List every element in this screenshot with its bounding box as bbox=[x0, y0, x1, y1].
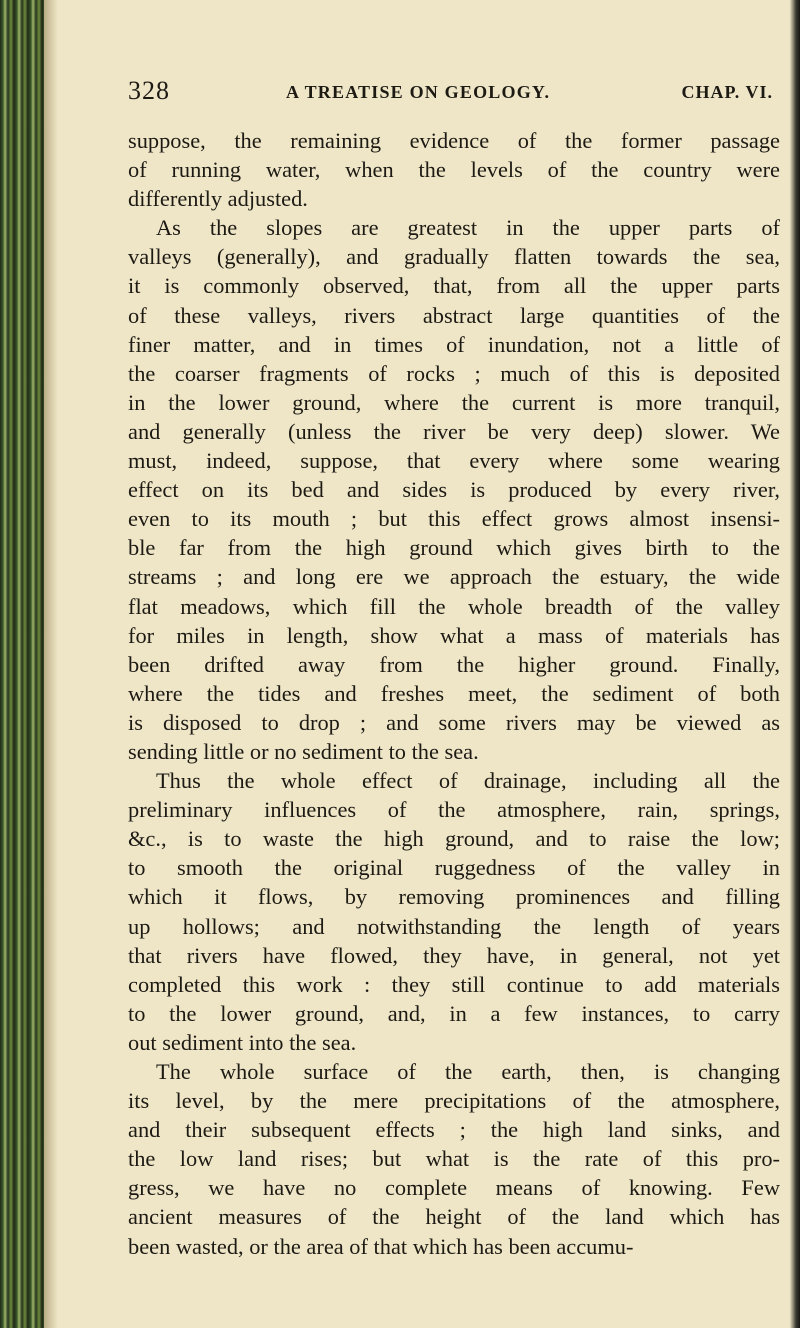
text-line: The whole surface of the earth, then, is changing bbox=[156, 1059, 780, 1084]
text-line: where the tides and freshes meet, the sediment of both bbox=[128, 680, 780, 706]
text-line: and their subsequent effects ; the high land sinks, and bbox=[128, 1117, 780, 1143]
book-spine bbox=[0, 0, 44, 1328]
text-line: effect on its bed and sides is produced by every river, bbox=[128, 477, 780, 503]
text-line: that rivers have flowed, they have, in general, not yet bbox=[128, 942, 780, 968]
text-line: ancient measures of the height of the land which has bbox=[128, 1204, 780, 1230]
text-line: must, indeed, suppose, that every where some wearing bbox=[128, 448, 780, 474]
body-text bbox=[128, 126, 780, 1261]
paragraph bbox=[128, 126, 780, 213]
text-line: preliminary influences of the atmosphere, rain, springs, bbox=[128, 797, 780, 823]
text-line: sending little or no sediment to the sea. bbox=[128, 738, 479, 764]
running-title: A TREATISE ON GEOLOGY. bbox=[286, 82, 551, 102]
page-right-edge bbox=[790, 0, 800, 1328]
text-line: flat meadows, which fill the whole breadth of the valley bbox=[128, 593, 780, 619]
text-line: suppose, the remaining evidence of the former passage bbox=[128, 128, 780, 153]
text-line: finer matter, and in times of inundation, not a little of bbox=[128, 331, 780, 357]
text-line: been drifted away from the higher ground. Finally, bbox=[128, 651, 780, 677]
chapter-label: CHAP. VI. bbox=[681, 82, 773, 102]
paragraph bbox=[128, 1057, 780, 1261]
text-line: the coarser fragments of rocks ; much of this is deposited bbox=[128, 360, 780, 386]
text-line: completed this work : they still continue to add materials bbox=[128, 971, 780, 997]
text-line: valleys (generally), and gradually flatten towards the sea, bbox=[128, 244, 780, 270]
page-number: 328 bbox=[128, 76, 170, 105]
text-line: it is commonly observed, that, from all the upper parts bbox=[128, 273, 780, 299]
text-line: ble far from the high ground which gives birth to the bbox=[128, 535, 780, 561]
page-gutter-shadow bbox=[44, 0, 58, 1328]
text-line: even to its mouth ; but this effect grows almost insensi- bbox=[128, 506, 780, 532]
text-line: of these valleys, rivers abstract large quantities of the bbox=[128, 302, 780, 328]
paragraph bbox=[128, 766, 780, 1057]
text-line: the low land rises; but what is the rate of this pro- bbox=[128, 1146, 780, 1172]
text-line: out sediment into the sea. bbox=[128, 1029, 357, 1055]
text-line: to smooth the original ruggedness of the valley in bbox=[128, 855, 780, 881]
text-line: been wasted, or the area of that which has been accumu- bbox=[128, 1233, 634, 1259]
book-page bbox=[128, 76, 780, 1261]
text-line: which it flows, by removing prominences and filling bbox=[128, 884, 780, 910]
text-line: in the lower ground, where the current is more tranquil, bbox=[128, 389, 780, 415]
text-line: up hollows; and notwithstanding the length of years bbox=[128, 913, 780, 939]
text-line: for miles in length, show what a mass of materials has bbox=[128, 622, 780, 648]
text-line: its level, by the mere precipitations of the atmosphere, bbox=[128, 1088, 780, 1114]
paragraph bbox=[128, 213, 780, 766]
text-line: differently adjusted. bbox=[128, 186, 308, 212]
text-line: &c., is to waste the high ground, and to raise the low; bbox=[128, 826, 780, 852]
text-line: gress, we have no complete means of knowing. Few bbox=[128, 1175, 780, 1201]
text-line: and generally (unless the river be very deep) slower. We bbox=[128, 418, 780, 444]
text-line: streams ; and long ere we approach the estuary, the wide bbox=[128, 564, 780, 590]
text-line: to the lower ground, and, in a few instances, to carry bbox=[128, 1000, 780, 1026]
page-header bbox=[128, 76, 780, 110]
text-line: of running water, when the levels of the country were bbox=[128, 157, 780, 183]
text-line: As the slopes are greatest in the upper parts of bbox=[156, 215, 780, 241]
text-line: is disposed to drop ; and some rivers may be viewed as bbox=[128, 709, 780, 735]
text-line: Thus the whole effect of drainage, including all the bbox=[156, 768, 780, 794]
